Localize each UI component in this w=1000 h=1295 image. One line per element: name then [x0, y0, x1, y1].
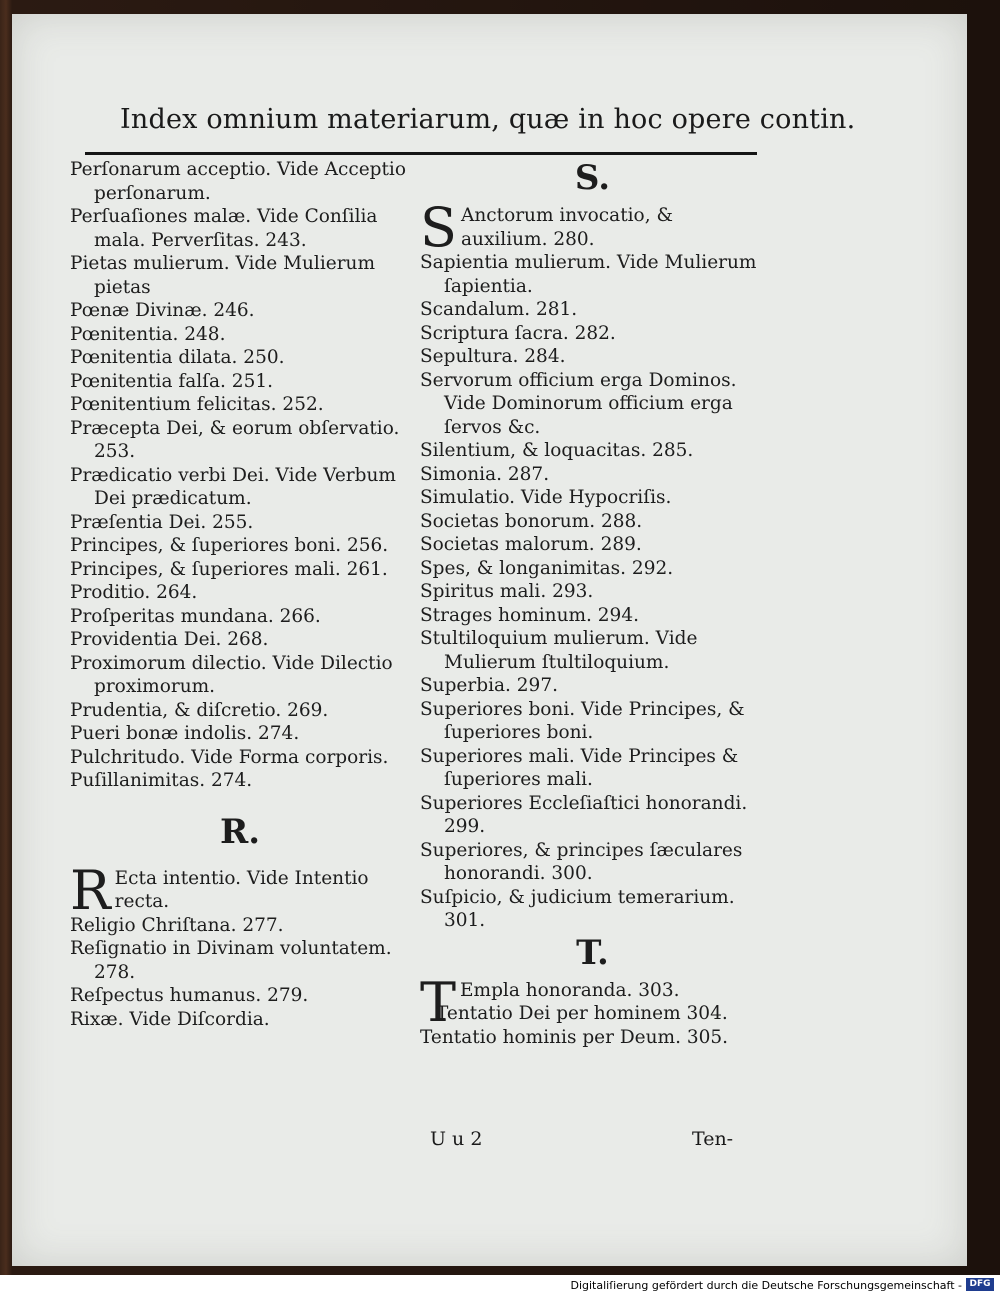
index-entry: Puſillanimitas. 274. [70, 770, 253, 791]
index-entry: Sapientia mulierum. Vide Mulierum ſapientia. [420, 252, 757, 297]
index-entry: Superiores mali. Vide Principes & ſuperiores mali. [420, 745, 739, 790]
signature-mark: U u 2 [430, 1128, 483, 1150]
index-entry: Simulatio. Vide Hypocriſis. [420, 487, 672, 508]
index-entry: Reſignatio in Divinam voluntatem. 278. [70, 938, 392, 983]
index-entry: Superiores Eccleſiaſtici honorandi. 299. [420, 792, 748, 837]
funding-credit: Digitaliſierung gefördert durch die Deutsche Forschungsgemeinschaft - [570, 1279, 962, 1292]
index-entry-drop-cap [420, 196, 765, 259]
index-entry: Pœnæ Divinæ. 246. [70, 300, 255, 321]
section-heading-r: R. [219, 811, 261, 852]
index-entry: Strages hominum. 294. [420, 604, 639, 626]
index-entry: Pueri bonæ indolis. 274. [70, 723, 300, 744]
index-entry: Tentatio hominis per Deum. 305. [420, 1026, 729, 1048]
index-entry: Suſpicio, & judicium temerarium. 301. [420, 886, 735, 931]
index-entry: Superiores, & principes ſæculares honorandi. 300. [420, 839, 743, 884]
index-entry: Superiores boni. Vide Principes, & ſuperiores boni. [420, 698, 745, 743]
index-column-right [420, 158, 765, 1049]
index-entry: Pœnitentium felicitas. 252. [70, 394, 324, 415]
index-entry: Principes, & ſuperiores mali. 261. [70, 558, 388, 580]
index-entry: Præcepta Dei, & eorum obſervatio. 253. [70, 417, 400, 462]
index-entry: Tentatio Dei per hominem 304. [436, 1003, 728, 1024]
index-entry: Pœnitentia dilata. 250. [70, 347, 285, 368]
index-entry: Pulchritudo. Vide Forma corporis. [70, 746, 389, 768]
index-entry: Proditio. 264. [70, 582, 198, 603]
index-entry: Pietas mulierum. Vide Mulierum pietas [70, 253, 376, 298]
index-entry: Scandalum. 281. [420, 299, 578, 320]
dfg-logo: DFG [966, 1278, 994, 1291]
section-heading-s: S. [574, 158, 611, 198]
index-entry: Prædicatio verbi Dei. Vide Verbum Dei prædicatum. [70, 464, 396, 509]
header-rule [85, 152, 757, 155]
index-entry: Principes, & ſuperiores boni. 256. [70, 535, 389, 556]
footer-bar [0, 1275, 1000, 1295]
index-entry: Spes, & longanimitas. 292. [420, 557, 674, 579]
index-entry: Perſonarum acceptio. Vide Acceptio perſonarum. [70, 159, 406, 204]
index-entry: Spiritus mali. 293. [420, 581, 594, 602]
index-entry: Reſpectus humanus. 279. [70, 985, 309, 1006]
index-entry: Perſuaſiones malæ. Vide Conſilia mala. Perverſitas. 243. [70, 206, 378, 251]
index-column-left [70, 158, 410, 1031]
drop-cap-t: T [420, 970, 457, 1034]
drop-cap-r: R [70, 858, 111, 922]
index-entry-drop-cap [70, 858, 410, 922]
index-entry: Superbia. 297. [420, 675, 558, 696]
index-entry: Proſperitas mundana. 266. [70, 605, 321, 627]
index-entry: Rixæ. Vide Diſcordia. [70, 1008, 270, 1030]
index-entry: Præſentia Dei. 255. [70, 511, 254, 533]
drop-cap-entry-text: Anctorum invocatio, & auxilium. 280. [461, 205, 673, 250]
index-entry: Pœnitentia. 248. [70, 323, 226, 345]
catchword: Ten- [692, 1128, 734, 1150]
index-entry: Sepultura. 284. [420, 346, 566, 367]
page-header: Index omnium materiarum, quæ in hoc opere contin. [120, 104, 856, 135]
section-heading-t: T. [576, 932, 609, 973]
index-entry: Silentium, & loquacitas. 285. [420, 440, 694, 461]
drop-cap-entry-text: Empla honoranda. 303. [460, 979, 680, 1001]
index-entry: Servorum officium erga Dominos. Vide Dominorum officium erga ſervos &c. [420, 369, 737, 438]
index-entry: Proximorum dilectio. Vide Dilectio proximorum. [70, 652, 393, 697]
drop-cap-s: S [420, 196, 457, 259]
index-entry: Scriptura ſacra. 282. [420, 322, 616, 344]
index-entry: Prudentia, & diſcretio. 269. [70, 699, 329, 721]
index-entry: Providentia Dei. 268. [70, 629, 269, 650]
index-entry: Simonia. 287. [420, 463, 550, 485]
index-entry: Religio Chriſtana. 277. [70, 914, 284, 936]
index-entry: Stultiloquium mulierum. Vide Mulierum ſtultiloquium. [420, 628, 698, 673]
drop-cap-entry-text: Ecta intentio. Vide Intentio recta. [114, 867, 369, 912]
index-entry: Pœnitentia falſa. 251. [70, 370, 274, 392]
index-entry: Societas bonorum. 288. [420, 510, 643, 532]
index-entry: Societas malorum. 289. [420, 534, 642, 555]
